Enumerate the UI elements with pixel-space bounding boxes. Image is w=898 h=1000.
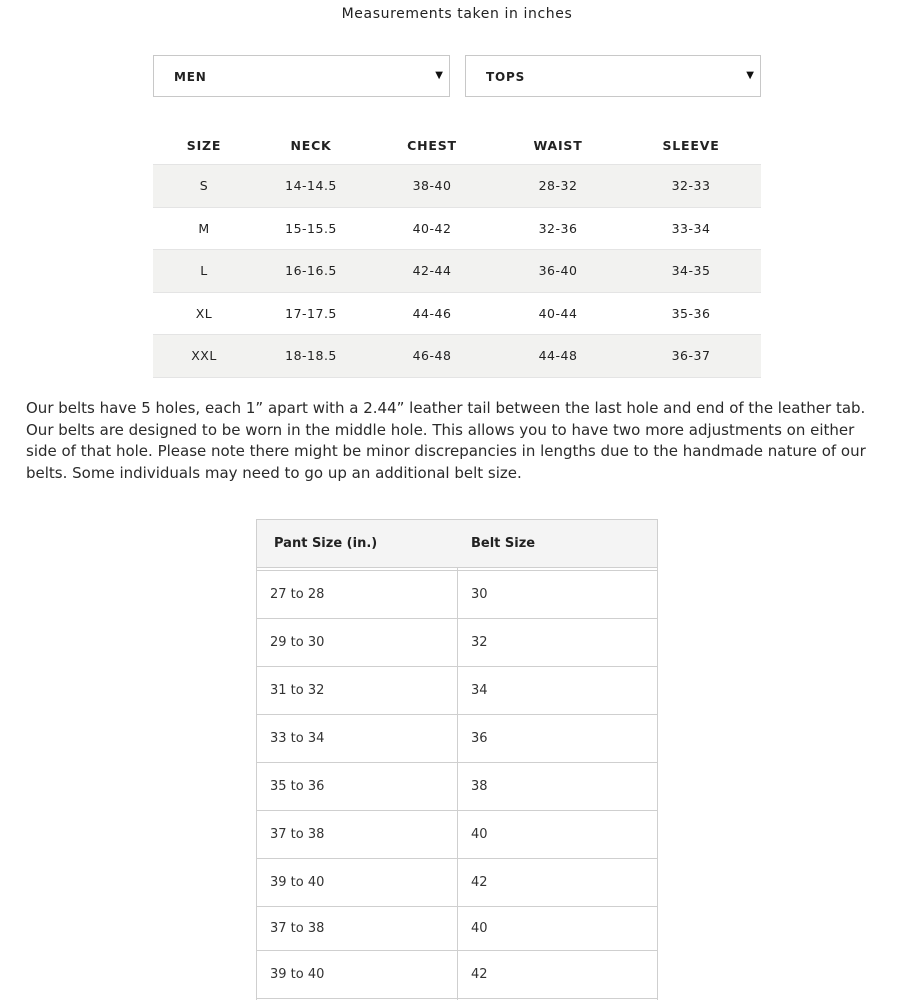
cell-belt-size: 42 [471,967,488,982]
cell-chest: 44-46 [412,305,452,321]
cell-chest: 46-48 [412,348,452,363]
cell-pant-size: 29 to 30 [270,635,325,650]
size-chart-header [153,128,761,164]
cell-neck: 14-14.5 [285,178,337,193]
cell-neck: 15-15.5 [285,220,337,236]
cell-chest: 40-42 [412,220,452,236]
table-row [257,763,657,811]
cell-pant-size: 39 to 40 [270,967,325,982]
cell-pant-size: 35 to 36 [270,779,325,794]
header-belt-size: Belt Size [471,536,536,551]
category-select-value: TOPS [486,70,526,84]
cell-belt-size: 34 [471,683,488,698]
cell-size: XXL [191,348,217,363]
belt-description: Our belts have 5 holes, each 1” apart with a 2.44” leather tail between the last hole and end of the leather tab. Our belts are designed to be worn in the middle hole. This allows you to have two more adjustments on either side of that hole. Please note there might be minor discrepancies in lengths due to the handmade nature of our belts. Some individuals may need to go up an additional belt size. [26,399,866,482]
table-row [257,859,657,907]
cell-sleeve: 33-34 [671,220,711,236]
header-pant-size: Pant Size (in.) [274,536,378,551]
cell-belt-size: 38 [471,779,488,794]
cell-size: XL [195,305,213,321]
cell-pant-size: 33 to 34 [270,731,325,746]
cell-size: L [200,263,208,278]
cell-belt-size: 30 [471,587,488,602]
cell-sleeve: 35-36 [671,305,711,321]
cell-belt-size: 32 [471,635,488,650]
cell-pant-size: 27 to 28 [270,587,325,602]
cell-belt-size: 36 [471,731,488,746]
header-waist: WAIST [533,138,583,153]
table-row [257,715,657,763]
table-row [153,292,761,335]
table-row [257,811,657,859]
cell-sleeve: 36-37 [671,348,711,363]
chevron-down-icon: ▼ [435,70,443,81]
cell-pant-size: 31 to 32 [270,683,325,698]
cell-waist: 44-48 [538,348,578,363]
table-row [257,667,657,715]
gender-select[interactable] [153,55,450,97]
cell-waist: 28-32 [538,178,578,193]
cell-belt-size: 40 [471,827,488,842]
table-row [153,164,761,207]
cell-pant-size: 37 to 38 [270,921,325,936]
header-neck: NECK [290,138,332,153]
header-size: SIZE [186,138,222,153]
chevron-down-icon: ▼ [746,70,754,81]
table-row [257,571,657,619]
gender-select-value: MEN [174,70,207,84]
size-chart-table [153,128,761,378]
cell-waist: 36-40 [538,263,578,278]
table-row [257,619,657,667]
cell-neck: 16-16.5 [285,263,337,278]
cell-sleeve: 34-35 [671,263,711,278]
cell-size: S [199,178,209,193]
belt-size-table [256,519,658,1000]
cell-belt-size: 42 [471,875,488,890]
cell-chest: 38-40 [412,178,452,193]
header-sleeve: SLEEVE [662,138,720,153]
cell-pant-size: 39 to 40 [270,875,325,890]
cell-belt-size: 40 [471,921,488,936]
cell-neck: 17-17.5 [285,305,337,321]
table-row [257,951,657,999]
category-select[interactable] [465,55,761,97]
table-row [153,249,761,292]
cell-pant-size: 37 to 38 [270,827,325,842]
cell-chest: 42-44 [412,263,452,278]
table-bottom-border [153,377,761,378]
belt-table-header [257,519,657,568]
table-row [153,334,761,377]
header-chest: CHEST [407,138,457,153]
cell-waist: 40-44 [538,305,578,321]
table-row [257,907,657,951]
cell-waist: 32-36 [538,220,578,236]
measurement-caption: Measurements taken in inches [341,6,573,22]
cell-neck: 18-18.5 [285,348,337,363]
cell-sleeve: 32-33 [671,178,711,193]
table-row [153,207,761,250]
cell-size: M [198,220,210,236]
